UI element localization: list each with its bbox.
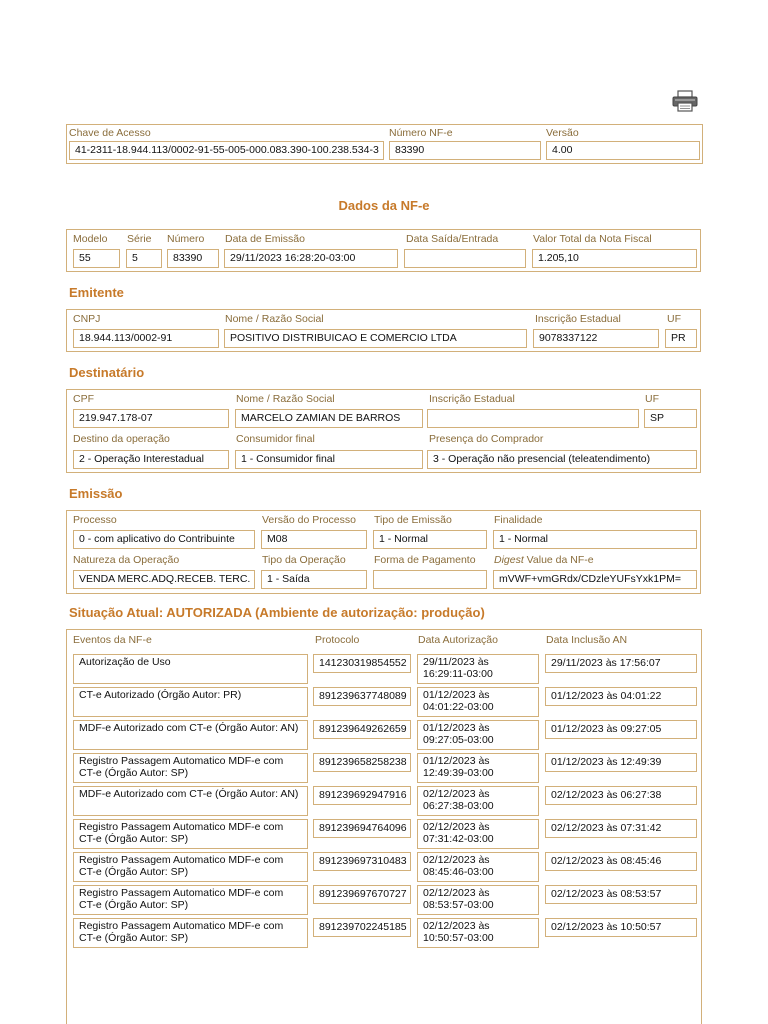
tipo-operacao-label: Tipo da Operação: [262, 554, 346, 566]
emitente-title: Emitente: [69, 285, 124, 300]
uf-emitente-label: UF: [667, 313, 681, 325]
col-data-autorizacao-header: Data Autorização: [418, 634, 498, 646]
numero-label: Número: [167, 233, 205, 245]
ie-emitente-label: Inscrição Estadual: [535, 313, 621, 325]
natureza-label: Natureza da Operação: [73, 554, 180, 566]
event-name: Registro Passagem Automatico MDF-e com CT-e (Órgão Autor: SP): [73, 918, 308, 948]
modelo-label: Modelo: [73, 233, 108, 245]
event-data-inclusao: 02/12/2023 às 08:45:46: [545, 852, 697, 871]
event-data-autorizacao: 01/12/2023 às 12:49:39-03:00: [417, 753, 539, 783]
ie-destinatario-value: [427, 409, 639, 428]
data-emissao-label: Data de Emissão: [225, 233, 305, 245]
event-name: MDF-e Autorizado com CT-e (Órgão Autor: AN): [73, 720, 308, 750]
data-saida-label: Data Saída/Entrada: [406, 233, 499, 245]
versao-value: 4.00: [546, 141, 700, 160]
uf-destinatario-value: SP: [644, 409, 697, 428]
event-name: Registro Passagem Automatico MDF-e com CT-e (Órgão Autor: SP): [73, 819, 308, 849]
numero-nfe-label: Número NF-e: [389, 127, 453, 139]
event-protocolo: 891239694764096: [313, 819, 411, 838]
event-data-autorizacao: 02/12/2023 às 06:27:38-03:00: [417, 786, 539, 816]
tipo-operacao-value: 1 - Saída: [261, 570, 367, 589]
nome-destinatario-value: MARCELO ZAMIAN DE BARROS: [235, 409, 423, 428]
event-data-inclusao: 02/12/2023 às 07:31:42: [545, 819, 697, 838]
uf-destinatario-label: UF: [645, 393, 659, 405]
nome-emitente-value: POSITIVO DISTRIBUICAO E COMERCIO LTDA: [224, 329, 527, 348]
chave-label: Chave de Acesso: [69, 127, 151, 139]
forma-pagamento-value: [373, 570, 487, 589]
event-name: Autorização de Uso: [73, 654, 308, 684]
event-name: MDF-e Autorizado com CT-e (Órgão Autor: AN): [73, 786, 308, 816]
numero-nfe-value: 83390: [389, 141, 541, 160]
event-data-inclusao: 01/12/2023 às 12:49:39: [545, 753, 697, 772]
tipo-emissao-label: Tipo de Emissão: [374, 514, 452, 526]
event-data-autorizacao: 02/12/2023 às 10:50:57-03:00: [417, 918, 539, 948]
serie-label: Série: [127, 233, 152, 245]
event-name: CT-e Autorizado (Órgão Autor: PR): [73, 687, 308, 717]
data-saida-value: [404, 249, 526, 268]
digest-label: [494, 554, 594, 566]
presenca-label: Presença do Comprador: [429, 433, 544, 445]
data-emissao-value: 29/11/2023 16:28:20-03:00: [224, 249, 398, 268]
event-protocolo: 891239697310483: [313, 852, 411, 871]
event-data-autorizacao: 02/12/2023 às 08:53:57-03:00: [417, 885, 539, 915]
destinatario-title: Destinatário: [69, 365, 145, 380]
event-data-autorizacao: 01/12/2023 às 04:01:22-03:00: [417, 687, 539, 717]
event-data-autorizacao: 01/12/2023 às 09:27:05-03:00: [417, 720, 539, 750]
event-protocolo: 141230319854552: [313, 654, 411, 673]
event-data-inclusao: 01/12/2023 às 04:01:22: [545, 687, 697, 706]
digest-value: mVWF+vmGRdx/CDzleYUFsYxk1PM=: [493, 570, 697, 589]
situacao-title: Situação Atual: AUTORIZADA (Ambiente de autorização: produção): [69, 605, 485, 620]
digest-label-em: Digest: [494, 554, 524, 566]
tipo-emissao-value: 1 - Normal: [373, 530, 487, 549]
ie-emitente-value: 9078337122: [533, 329, 659, 348]
event-data-inclusao: 02/12/2023 às 10:50:57: [545, 918, 697, 937]
processo-value: 0 - com aplicativo do Contribuinte: [73, 530, 255, 549]
versao-processo-value: M08: [261, 530, 367, 549]
modelo-value: 55: [73, 249, 120, 268]
event-protocolo: 891239637748089: [313, 687, 411, 706]
printer-icon[interactable]: [671, 90, 699, 112]
event-data-inclusao: 02/12/2023 às 06:27:38: [545, 786, 697, 805]
nome-destinatario-label: Nome / Razão Social: [236, 393, 335, 405]
ie-destinatario-label: Inscrição Estadual: [429, 393, 515, 405]
event-data-autorizacao: 29/11/2023 às 16:29:11-03:00: [417, 654, 539, 684]
nome-emitente-label: Nome / Razão Social: [225, 313, 324, 325]
uf-emitente-value: PR: [665, 329, 697, 348]
event-name: Registro Passagem Automatico MDF-e com CT-e (Órgão Autor: SP): [73, 852, 308, 882]
forma-pagamento-label: Forma de Pagamento: [374, 554, 476, 566]
event-data-inclusao: 01/12/2023 às 09:27:05: [545, 720, 697, 739]
cnpj-label: CNPJ: [73, 313, 101, 325]
versao-label: Versão: [546, 127, 579, 139]
emissao-title: Emissão: [69, 486, 123, 501]
cpf-value: 219.947.178-07: [73, 409, 229, 428]
event-protocolo: 891239649262659: [313, 720, 411, 739]
col-eventos-header: Eventos da NF-e: [73, 634, 152, 646]
consumidor-label: Consumidor final: [236, 433, 315, 445]
cnpj-value: 18.944.113/0002-91: [73, 329, 219, 348]
processo-label: Processo: [73, 514, 117, 526]
event-protocolo: 891239702245185: [313, 918, 411, 937]
col-data-inclusao-header: Data Inclusão AN: [546, 634, 628, 646]
event-name: Registro Passagem Automatico MDF-e com CT-e (Órgão Autor: SP): [73, 753, 308, 783]
digest-label-rest: Value da NF-e: [523, 554, 594, 566]
finalidade-value: 1 - Normal: [493, 530, 697, 549]
event-data-autorizacao: 02/12/2023 às 08:45:46-03:00: [417, 852, 539, 882]
destino-label: Destino da operação: [73, 433, 170, 445]
event-data-inclusao: 29/11/2023 às 17:56:07: [545, 654, 697, 673]
natureza-value: VENDA MERC.ADQ.RECEB. TERC.: [73, 570, 255, 589]
event-protocolo: 891239658258238: [313, 753, 411, 772]
presenca-value: 3 - Operação não presencial (teleatendimento): [427, 450, 697, 469]
versao-processo-label: Versão do Processo: [262, 514, 356, 526]
event-data-inclusao: 02/12/2023 às 08:53:57: [545, 885, 697, 904]
destino-value: 2 - Operação Interestadual: [73, 450, 229, 469]
event-data-autorizacao: 02/12/2023 às 07:31:42-03:00: [417, 819, 539, 849]
serie-value: 5: [126, 249, 162, 268]
consumidor-value: 1 - Consumidor final: [235, 450, 423, 469]
finalidade-label: Finalidade: [494, 514, 543, 526]
event-protocolo: 891239692947916: [313, 786, 411, 805]
numero-value: 83390: [167, 249, 219, 268]
event-protocolo: 891239697670727: [313, 885, 411, 904]
cpf-label: CPF: [73, 393, 94, 405]
dados-title: Dados da NF-e: [338, 198, 430, 213]
chave-value: 41-2311-18.944.113/0002-91-55-005-000.083.390-100.238.534-3: [69, 141, 384, 160]
valor-total-label: Valor Total da Nota Fiscal: [533, 233, 652, 245]
col-protocolo-header: Protocolo: [315, 634, 360, 646]
event-name: Registro Passagem Automatico MDF-e com CT-e (Órgão Autor: SP): [73, 885, 308, 915]
valor-total-value: 1.205,10: [532, 249, 697, 268]
